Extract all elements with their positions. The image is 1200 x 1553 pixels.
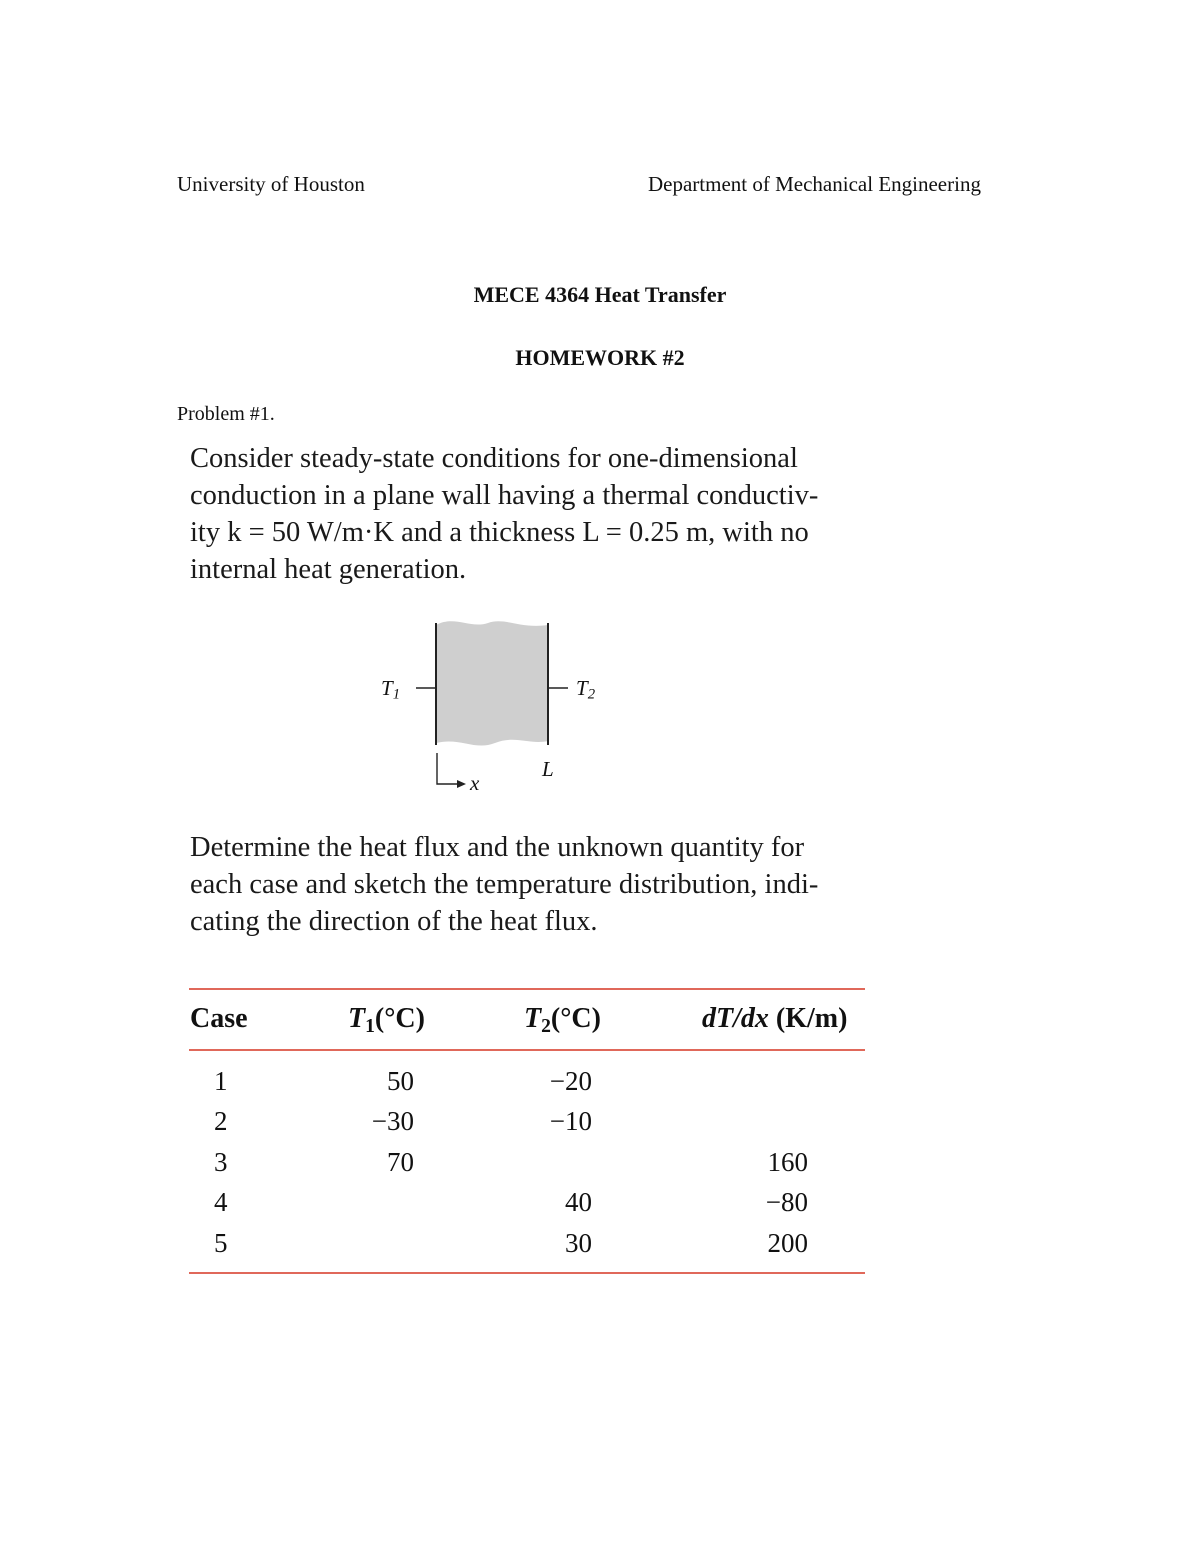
x-axis-arrow	[437, 753, 458, 784]
header-department: Department of Mechanical Engineering	[648, 172, 981, 196]
table-cell-case: 1	[214, 1066, 228, 1096]
table-cell-gradient: 200	[767, 1228, 808, 1258]
table-cell-case: 5	[214, 1228, 228, 1258]
header-university: University of Houston	[177, 172, 365, 196]
table-cell-gradient: 160	[767, 1147, 808, 1177]
table-top-rule	[189, 988, 865, 990]
x-label: x	[470, 771, 480, 795]
x-arrowhead-icon	[457, 780, 466, 788]
task-statement	[190, 829, 880, 940]
table-cell-t1: 70	[387, 1147, 414, 1177]
table-header-rule	[189, 1049, 865, 1051]
col-header-t2: $T_2(^\circ C)$	[524, 1003, 601, 1037]
l-label: L	[542, 757, 554, 781]
table-cell-t2: −20	[549, 1066, 592, 1096]
statement-line: ity k = 50 W/m·K and a thickness L = 0.25 m, with no	[190, 517, 809, 548]
t1-label: $T_1$	[381, 676, 401, 703]
task-line: each case and sketch the temperature distribution, indi-	[190, 869, 819, 900]
col-header-case: Case	[190, 1003, 248, 1034]
table-cell-t1: 50	[387, 1066, 414, 1096]
statement-line: internal heat generation.	[190, 554, 467, 585]
table-cell-t2: −10	[549, 1106, 592, 1136]
task-line: Determine the heat flux and the unknown quantity for	[190, 832, 805, 863]
task-line: cating the direction of the heat flux.	[190, 906, 598, 937]
table-cell-case: 2	[214, 1106, 228, 1136]
problem-statement	[190, 440, 880, 588]
statement-line: Consider steady-state conditions for one-dimensional	[190, 443, 798, 474]
plane-wall-figure	[370, 615, 620, 805]
statement-line: conduction in a plane wall having a thermal conductiv-	[190, 480, 819, 511]
wall-shape	[436, 621, 548, 745]
table-cell-case: 4	[214, 1187, 228, 1217]
table-cell-case: 3	[214, 1147, 228, 1177]
table-bottom-rule	[189, 1272, 865, 1274]
table-cell-t1: −30	[371, 1106, 414, 1136]
col-header-t1: $T_1(^\circ C)$	[348, 1003, 425, 1037]
table-cell-t2: 30	[565, 1228, 592, 1258]
course-title: MECE 4364 Heat Transfer	[473, 282, 727, 307]
col-header-gradient: dT/dx (K/m)	[702, 1003, 848, 1034]
table-cell-t2: 40	[565, 1187, 592, 1217]
homework-title: HOMEWORK #2	[515, 345, 685, 370]
table-cell-gradient: −80	[765, 1187, 808, 1217]
t2-label: $T_2$	[576, 676, 596, 703]
problem-label: Problem #1.	[177, 403, 275, 425]
